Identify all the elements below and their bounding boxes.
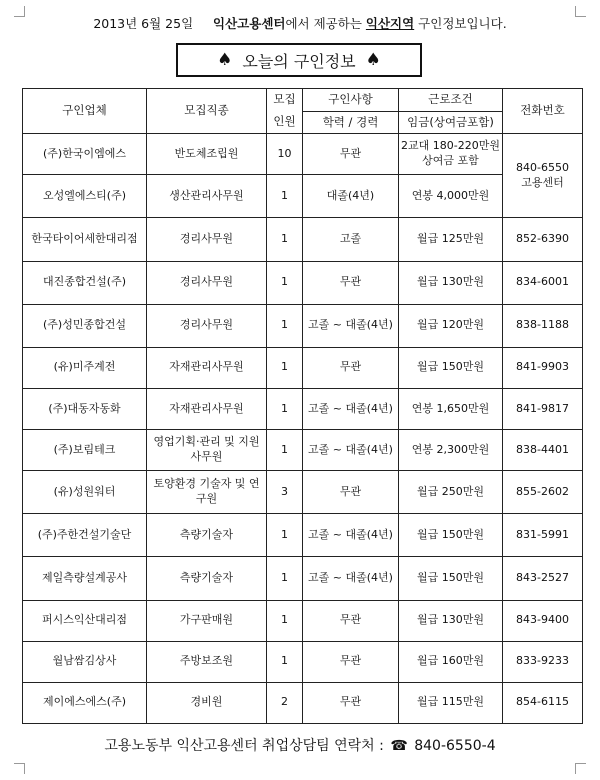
headline-date: 2013년 6월 25일 — [93, 16, 194, 31]
job-cell: 자재관리사무원 — [147, 388, 267, 429]
wage-cell: 연봉 1,650만원 — [399, 388, 503, 429]
company-cell: (주)한국이엠에스 — [23, 134, 147, 175]
spade-icon: ♠ — [365, 50, 381, 70]
wage-cell: 월급 115만원 — [399, 682, 503, 723]
phone-cell: 852-6390 — [503, 218, 583, 261]
edu-cell: 무관 — [303, 471, 399, 514]
job-cell: 경리사무원 — [147, 261, 267, 304]
count-cell: 1 — [267, 600, 303, 641]
wage-cell: 연봉 2,300만원 — [399, 430, 503, 471]
company-cell: (유)성원워터 — [23, 471, 147, 514]
table-row — [23, 388, 583, 429]
headline — [0, 14, 600, 32]
table-row — [23, 175, 583, 218]
count-cell: 1 — [267, 304, 303, 347]
table-row — [23, 600, 583, 641]
count-cell: 2 — [267, 682, 303, 723]
job-cell: 반도체조립원 — [147, 134, 267, 175]
page-title-text: 오늘의 구인정보 — [242, 51, 356, 71]
company-cell: 제이에스에스(주) — [23, 682, 147, 723]
count-cell: 10 — [267, 134, 303, 175]
header-cond-top: 근로조건 — [399, 89, 503, 112]
headline-region: 익산지역 — [365, 16, 415, 31]
phone-cell: 834-6001 — [503, 261, 583, 304]
footer-phone: 840-6550-4 — [414, 738, 496, 754]
phone-cell: 854-6115 — [503, 682, 583, 723]
edu-cell: 고졸 ~ 대졸(4년) — [303, 388, 399, 429]
job-cell: 토양환경 기술자 및 연구원 — [147, 471, 267, 514]
company-cell: (주)보림테크 — [23, 430, 147, 471]
edu-cell: 무관 — [303, 134, 399, 175]
count-cell: 1 — [267, 641, 303, 682]
phone-cell: 838-4401 — [503, 430, 583, 471]
count-cell: 3 — [267, 471, 303, 514]
table-row — [23, 641, 583, 682]
edu-cell: 고졸 — [303, 218, 399, 261]
edu-cell: 대졸(4년) — [303, 175, 399, 218]
job-cell: 가구판매원 — [147, 600, 267, 641]
wage-cell: 월급 150만원 — [399, 347, 503, 388]
phone-cell: 841-9903 — [503, 347, 583, 388]
job-cell: 경리사무원 — [147, 304, 267, 347]
count-cell: 1 — [267, 430, 303, 471]
job-cell: 주방보조원 — [147, 641, 267, 682]
job-cell: 측량기술자 — [147, 514, 267, 557]
header-count-top: 모집 — [267, 89, 303, 112]
edu-cell: 무관 — [303, 347, 399, 388]
company-cell: 대진종합건설(주) — [23, 261, 147, 304]
table-row — [23, 304, 583, 347]
job-cell: 경비원 — [147, 682, 267, 723]
edu-cell: 고졸 ~ 대졸(4년) — [303, 430, 399, 471]
edu-cell: 무관 — [303, 261, 399, 304]
footer-contact — [0, 735, 600, 755]
count-cell: 1 — [267, 514, 303, 557]
table-row — [23, 134, 583, 175]
phone-cell: 833-9233 — [503, 641, 583, 682]
table-row — [23, 682, 583, 723]
wage-cell: 월급 150만원 — [399, 514, 503, 557]
edu-cell: 고졸 ~ 대졸(4년) — [303, 557, 399, 600]
phone-cell-merged — [503, 134, 583, 218]
wage-cell: 월급 125만원 — [399, 218, 503, 261]
job-cell: 생산관리사무원 — [147, 175, 267, 218]
header-phone: 전화번호 — [503, 89, 583, 134]
headline-mid: 에서 제공하는 — [285, 16, 366, 31]
footer-text: 고용노동부 익산고용센터 취업상담팀 연락처 : — [104, 738, 384, 754]
count-cell: 1 — [267, 347, 303, 388]
wage-cell: 월급 250만원 — [399, 471, 503, 514]
table-row — [23, 471, 583, 514]
wage-cell: 월급 130만원 — [399, 261, 503, 304]
telephone-icon: ☎ — [390, 738, 408, 754]
company-cell: (유)미주계전 — [23, 347, 147, 388]
table-row — [23, 261, 583, 304]
job-cell: 영업기획·관리 및 지원 사무원 — [147, 430, 267, 471]
edu-cell: 무관 — [303, 600, 399, 641]
job-table — [22, 88, 583, 724]
wage-cell: 월급 130만원 — [399, 600, 503, 641]
phone-cell: 855-2602 — [503, 471, 583, 514]
company-cell: 퍼시스익산대리점 — [23, 600, 147, 641]
count-cell: 1 — [267, 175, 303, 218]
crop-mark — [575, 763, 586, 774]
phone-cell: 843-2527 — [503, 557, 583, 600]
table-row — [23, 218, 583, 261]
header-company: 구인업체 — [23, 89, 147, 134]
count-cell: 1 — [267, 557, 303, 600]
phone-cell: 841-9817 — [503, 388, 583, 429]
wage-cell: 월급 160만원 — [399, 641, 503, 682]
company-cell: 오성엘에스티(주) — [23, 175, 147, 218]
job-cell: 경리사무원 — [147, 218, 267, 261]
header-cond-bottom: 임금(상여금포함) — [399, 111, 503, 134]
company-cell: 월남쌈김상사 — [23, 641, 147, 682]
phone-cell: 843-9400 — [503, 600, 583, 641]
page-title — [176, 43, 422, 77]
count-cell: 1 — [267, 388, 303, 429]
header-req-top: 구인사항 — [303, 89, 399, 112]
wage-cell: 월급 120만원 — [399, 304, 503, 347]
company-cell: (주)성민종합건설 — [23, 304, 147, 347]
company-cell: 한국타이어세한대리점 — [23, 218, 147, 261]
crop-mark — [14, 763, 25, 774]
merged-phone-label: 고용센터 — [521, 175, 564, 189]
phone-cell: 838-1188 — [503, 304, 583, 347]
header-count-bottom: 인원 — [267, 111, 303, 134]
table-row — [23, 347, 583, 388]
wage-cell: 연봉 4,000만원 — [399, 175, 503, 218]
merged-phone-number: 840-6550 — [516, 160, 569, 174]
table-row — [23, 557, 583, 600]
company-cell: (주)주한건설기술단 — [23, 514, 147, 557]
edu-cell: 무관 — [303, 682, 399, 723]
header-req-bottom: 학력 / 경력 — [303, 111, 399, 134]
count-cell: 1 — [267, 218, 303, 261]
count-cell: 1 — [267, 261, 303, 304]
edu-cell: 무관 — [303, 641, 399, 682]
headline-tail: 구인정보입니다. — [414, 16, 507, 31]
company-cell: 제일측량설계공사 — [23, 557, 147, 600]
edu-cell: 고졸 ~ 대졸(4년) — [303, 514, 399, 557]
table-row — [23, 430, 583, 471]
wage-cell: 월급 150만원 — [399, 557, 503, 600]
wage-cell: 2교대 180-220만원 상여금 포함 — [399, 134, 503, 175]
headline-center: 익산고용센터 — [213, 16, 286, 31]
edu-cell: 고졸 ~ 대졸(4년) — [303, 304, 399, 347]
job-cell: 측량기술자 — [147, 557, 267, 600]
spade-icon: ♠ — [217, 50, 233, 70]
table-row — [23, 514, 583, 557]
company-cell: (주)대동자동화 — [23, 388, 147, 429]
job-cell: 자재관리사무원 — [147, 347, 267, 388]
header-job: 모집직종 — [147, 89, 267, 134]
phone-cell: 831-5991 — [503, 514, 583, 557]
